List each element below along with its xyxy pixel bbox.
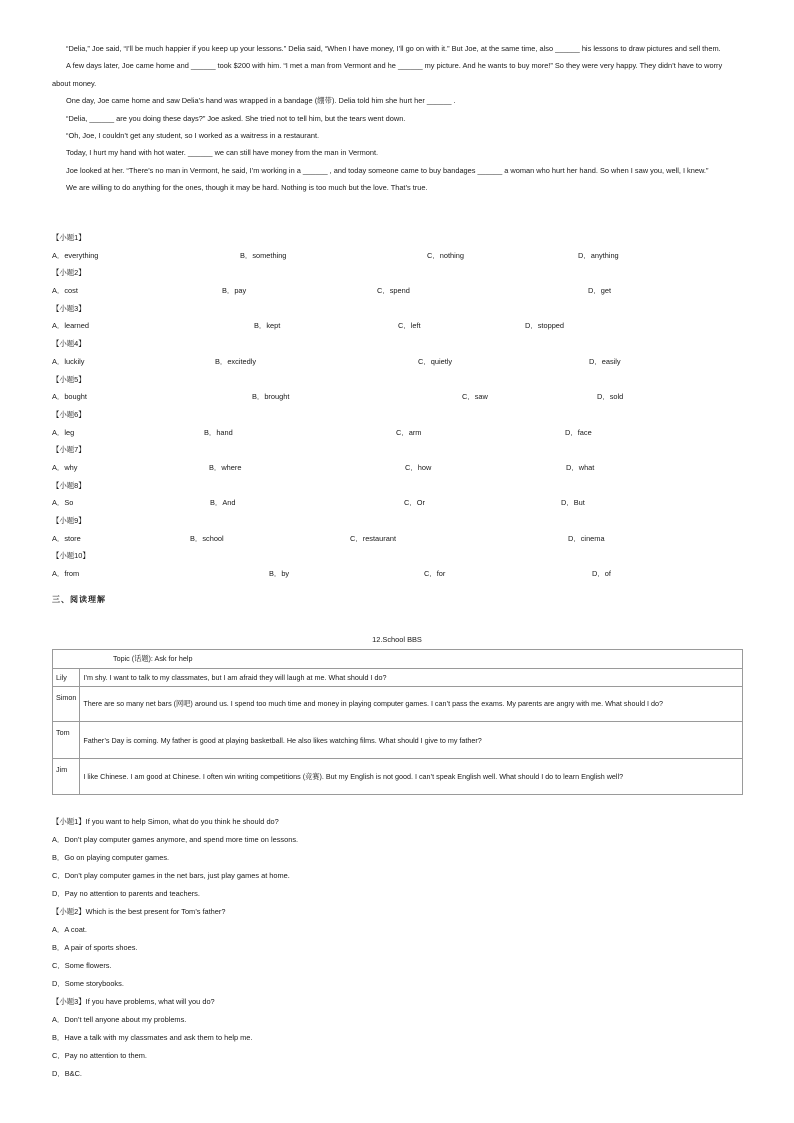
option-c[interactable]: C．for <box>424 569 446 579</box>
answer-option[interactable]: B．Go on playing computer games. <box>52 853 170 862</box>
answer-option[interactable]: D．Some storybooks. <box>52 979 124 988</box>
option-row <box>52 459 742 477</box>
option-c[interactable]: C．spend <box>377 286 410 296</box>
bbs-title: 12.School BBS <box>372 635 422 644</box>
option-row <box>52 247 742 265</box>
poster-name: Simon <box>53 687 80 722</box>
question-label: 【小题4】 <box>52 339 86 349</box>
option-a[interactable]: A．luckily <box>52 356 85 366</box>
option-b[interactable]: B．something <box>240 250 287 260</box>
option-a[interactable]: A．everything <box>52 250 99 260</box>
table-row <box>53 722 743 759</box>
option-b[interactable]: B．school <box>190 533 224 543</box>
option-a[interactable]: A．learned <box>52 321 89 331</box>
option-c[interactable]: C．left <box>398 321 421 331</box>
answer-option[interactable]: B．Have a talk with my classmates and ask them to help me. <box>52 1033 253 1042</box>
post-message: Father’s Day is coming. My father is good at playing basketball. He also likes watching films. What should I give to my father? <box>80 722 743 759</box>
cloze-questions <box>52 229 742 583</box>
option-row <box>52 282 742 300</box>
option-a[interactable]: A．why <box>52 462 78 472</box>
option-b[interactable]: B．excitedly <box>215 356 257 366</box>
option-a[interactable]: A．So <box>52 498 74 508</box>
option-row <box>52 494 742 512</box>
option-a[interactable]: A．cost <box>52 286 78 296</box>
topic-row <box>53 650 743 669</box>
question-label: 【小题2】 <box>52 268 86 278</box>
post-message: I’m shy. I want to talk to my classmates, but I am afraid they will laugh at me. What should I do? <box>80 669 743 687</box>
option-d[interactable]: D．anything <box>578 250 619 260</box>
option-d[interactable]: D．sold <box>597 392 624 402</box>
answer-option[interactable]: C．Pay no attention to them. <box>52 1051 147 1060</box>
answer-option[interactable]: C．Some flowers. <box>52 961 112 970</box>
option-b[interactable]: B．And <box>210 498 236 508</box>
answer-option[interactable]: A．Don’t tell anyone about my problems. <box>52 1015 187 1024</box>
option-d[interactable]: D．of <box>592 569 611 579</box>
option-a[interactable]: A．store <box>52 533 81 543</box>
poster-name: Jim <box>53 759 80 795</box>
passage-paragraph: “Oh, Joe, I couldn’t get any student, so I worked as a waitress in a restaurant. <box>66 131 320 141</box>
option-b[interactable]: B．by <box>269 569 290 579</box>
option-c[interactable]: C．quietly <box>418 356 453 366</box>
question-label: 【小题9】 <box>52 516 86 525</box>
option-b[interactable]: B．where <box>209 462 242 472</box>
poster-name: Lily <box>53 669 80 687</box>
option-c[interactable]: C．how <box>405 462 432 472</box>
option-a[interactable]: A．bought <box>52 392 87 402</box>
question-stem: 【小题3】If you have problems, what will you do? <box>52 997 215 1006</box>
cloze-passage <box>52 40 742 197</box>
option-b[interactable]: B．kept <box>254 321 281 331</box>
passage-paragraph: “Delia,” Joe said, “I’ll be much happier if you keep up your lessons.” Delia said, “When I have money, I’ll go on with it.” But Joe, at the same time, also ______ his lessons to draw pictures and sell them. <box>66 44 721 53</box>
option-d[interactable]: D．what <box>566 462 595 472</box>
option-c[interactable]: C．saw <box>462 392 488 402</box>
option-row <box>52 317 742 335</box>
answer-option[interactable]: B．A pair of sports shoes. <box>52 943 138 952</box>
question-label: 【小题1】 <box>52 233 86 242</box>
option-d[interactable]: D．get <box>588 286 612 296</box>
passage-paragraph: A few days later, Joe came home and ______ took $200 with him. “I met a man from Vermont and he ______ my picture. And he wants to buy more!” So they were very happy. They didn’t have to worry about money. <box>52 61 723 88</box>
option-b[interactable]: B．brought <box>252 392 290 402</box>
option-c[interactable]: C．nothing <box>427 250 464 260</box>
passage-paragraph: Joe looked at her. “There’s no man in Vermont, he said, I’m working in a ______ , and today someone came to buy bandages ______ a woman who hurt her hand. So when I saw you, well, I knew.” <box>66 165 709 175</box>
poster-name: Tom <box>53 722 80 759</box>
option-row <box>52 353 742 371</box>
option-a[interactable]: A．from <box>52 569 80 579</box>
question-label: 【小题10】 <box>52 551 90 561</box>
option-d[interactable]: D．face <box>565 427 592 437</box>
question-label: 【小题3】 <box>52 303 86 313</box>
reading-questions <box>52 813 742 1083</box>
post-message: I like Chinese. I am good at Chinese. I often win writing competitions (竞赛). But my English is not good. I can’t speak English well. What should I do to learn English well? <box>80 759 743 795</box>
answer-option[interactable]: A．A coat. <box>52 925 87 934</box>
table-row <box>53 759 743 795</box>
option-c[interactable]: C．restaurant <box>350 533 397 543</box>
option-d[interactable]: D．easily <box>589 356 621 366</box>
option-row <box>52 565 742 583</box>
option-d[interactable]: D．cinema <box>568 533 605 543</box>
passage-paragraph: Today, I hurt my hand with hot water. ______ we can still have money from the man in Vermont. <box>66 148 379 158</box>
option-c[interactable]: C．arm <box>396 427 422 437</box>
option-d[interactable]: D．stopped <box>525 321 565 331</box>
option-row <box>52 388 742 406</box>
question-label: 【小题5】 <box>52 374 86 384</box>
answer-option[interactable]: D．Pay no attention to parents and teachers. <box>52 889 200 898</box>
bbs-table <box>52 649 743 795</box>
question-stem: 【小题1】If you want to help Simon, what do you think he should do? <box>52 817 279 826</box>
option-c[interactable]: C．Or <box>404 498 425 508</box>
answer-option[interactable]: C．Don’t play computer games in the net bars, just play games at home. <box>52 871 290 880</box>
option-d[interactable]: D．But <box>561 498 585 508</box>
option-b[interactable]: B．hand <box>204 427 233 437</box>
post-message: There are so many net bars (网吧) around us. I spend too much time and money in playing computer games. I can’t pass the exams. My parents are angry with me. What should I do? <box>80 687 743 722</box>
question-stem: 【小题2】Which is the best present for Tom’s father? <box>52 907 226 916</box>
option-b[interactable]: B．pay <box>222 286 247 296</box>
passage-paragraph: One day, Joe came home and saw Delia’s hand was wrapped in a bandage (绷带). Delia told him she hurt her ______ . <box>66 96 456 106</box>
passage-paragraph: “Delia, ______ are you doing these days?” Joe asked. She tried not to tell him, but the tears went down. <box>66 113 406 123</box>
table-row <box>53 669 743 687</box>
option-row <box>52 530 742 548</box>
option-row <box>52 424 742 442</box>
passage-paragraph: We are willing to do anything for the ones, though it may be hard. Nothing is too much but the love. That’s true. <box>66 183 428 193</box>
question-label: 【小题7】 <box>52 445 86 455</box>
section-title: 三、阅读理解 <box>52 595 106 604</box>
question-label: 【小题8】 <box>52 480 86 490</box>
answer-option[interactable]: D．B&C. <box>52 1069 82 1078</box>
question-label: 【小题6】 <box>52 409 86 419</box>
answer-option[interactable]: A．Don’t play computer games anymore, and spend more time on lessons. <box>52 835 299 844</box>
option-a[interactable]: A．leg <box>52 427 75 437</box>
table-row <box>53 687 743 722</box>
topic-cell: Topic (话题): Ask for help <box>53 650 743 669</box>
